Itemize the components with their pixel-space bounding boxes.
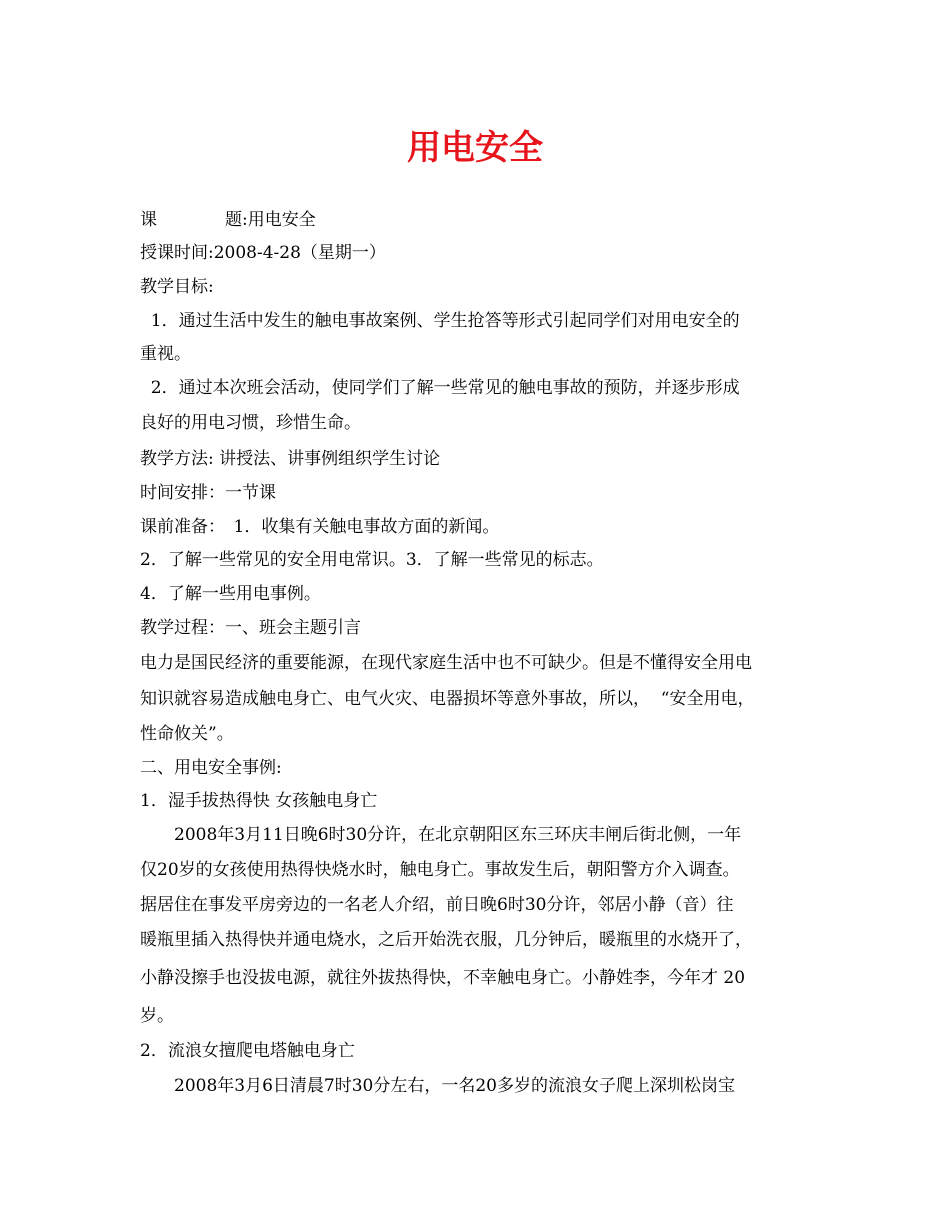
text-line: 仅20岁的女孩使用热得快烧水时，触电身亡。事故发生后，朝阳警方介入调查。	[140, 860, 740, 880]
text-line: 课 题:用电安全	[140, 210, 316, 230]
text-line: 岁。	[140, 1006, 174, 1026]
text-line: 良好的用电习惯，珍惜生命。	[140, 413, 361, 433]
text-line: 二、用电安全事例:	[140, 758, 282, 778]
text-line: 知识就容易造成触电身亡、电气火灾、电器损坏等意外事故，所以， “安全用电，	[140, 689, 755, 709]
text-line: 4．了解一些用电事例。	[140, 584, 321, 604]
document-title: 用电安全	[407, 128, 543, 168]
text-line: 暖瓶里插入热得快并通电烧水，之后开始洗衣服，几分钟后，暖瓶里的水烧开了，	[140, 930, 752, 950]
text-line: 据居住在事发平房旁边的一名老人介绍，前日晚6时30分许，邻居小静（音）往	[140, 895, 734, 915]
text-line: 1．湿手拔热得快 女孩触电身亡	[140, 791, 378, 811]
text-line: 时间安排：一节课	[140, 483, 276, 503]
text-line: 性命攸关”。	[140, 724, 234, 744]
text-line: 教学方法: 讲授法、讲事例组织学生讨论	[140, 449, 441, 469]
text-line: 1．通过生活中发生的触电事故案例、学生抢答等形式引起同学们对用电安全的	[140, 311, 740, 331]
text-line: 2．了解一些常见的安全用电常识。3．了解一些常见的标志。	[140, 550, 604, 570]
text-line: 2．通过本次班会活动，使同学们了解一些常见的触电事故的预防，并逐步形成	[140, 378, 740, 398]
text-line: 小静没擦手也没拔电源，就往外拔热得快，不幸触电身亡。小静姓李，今年才 20	[140, 968, 746, 988]
text-line: 教学目标:	[140, 277, 214, 297]
text-line: 2．流浪女擅爬电塔触电身亡	[140, 1041, 355, 1061]
text-line: 授课时间:2008-4-28（星期一）	[140, 243, 386, 263]
text-line: 重视。	[140, 344, 191, 364]
text-line: 教学过程：一、班会主题引言	[140, 618, 361, 638]
text-line: 2008年3月6日清晨7时30分左右，一名20多岁的流浪女子爬上深圳松岗宝	[140, 1076, 735, 1096]
text-line: 2008年3月11日晚6时30分许，在北京朝阳区东三环庆丰闸后街北侧，一年	[140, 825, 742, 845]
text-line: 电力是国民经济的重要能源，在现代家庭生活中也不可缺少。但是不懂得安全用电	[140, 653, 752, 673]
text-line: 课前准备： 1．收集有关触电事故方面的新闻。	[140, 517, 500, 537]
